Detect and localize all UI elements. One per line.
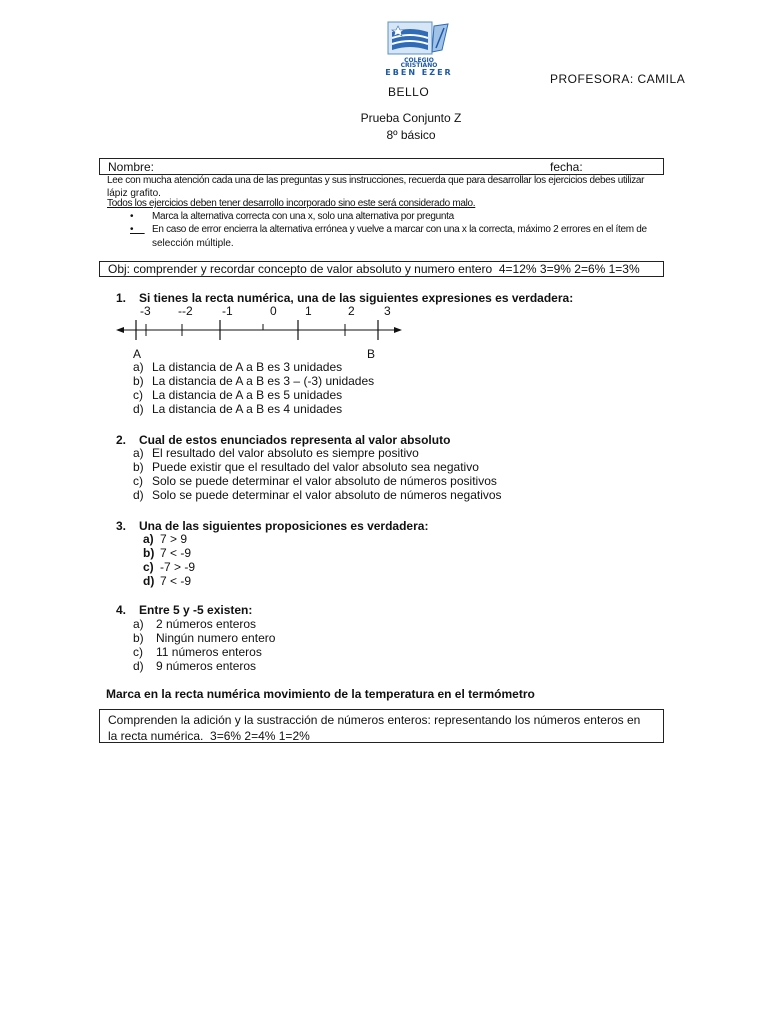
- option-item[interactable]: b) 7 < -9: [143, 546, 192, 560]
- option-item[interactable]: c) -7 > -9: [143, 560, 196, 574]
- objective-box: [99, 261, 664, 277]
- option-item[interactable]: d) La distancia de A a B es 4 unidades: [133, 402, 343, 416]
- question-1-options: [133, 360, 374, 416]
- teacher-name: PROFESORA: CAMILA: [550, 72, 686, 86]
- instructions-line-3: Todos los ejercicios deben tener desarrollo incorporado sino este será considerado malo.: [107, 198, 476, 209]
- question-2-number: 2.: [116, 433, 127, 447]
- objective-2-line-2: la recta numérica. 3=6% 2=4% 1=2%: [108, 729, 310, 743]
- bullet-icon: •: [130, 224, 145, 235]
- section-2-title: Marca en la recta numérica movimiento de la temperatura en el termómetro: [106, 687, 535, 701]
- objective-text: Obj: comprender y recordar concepto de valor absoluto y numero entero 4=12% 3=9% 2=6% 1=3%: [108, 262, 640, 276]
- option-item[interactable]: b) Puede existir que el resultado del valor absoluto sea negativo: [133, 460, 479, 474]
- option-item[interactable]: c) Solo se puede determinar el valor absoluto de números positivos: [133, 474, 497, 488]
- question-4-text: Entre 5 y -5 existen:: [139, 603, 253, 617]
- teacher-name-continued: BELLO: [388, 85, 430, 99]
- logo-line-1: COLEGIO: [404, 57, 434, 64]
- objective-2-line-1: Comprenden la adición y la sustracción de números enteros: representando los números enteros en: [108, 713, 641, 727]
- tick-label: --2: [178, 304, 193, 318]
- instruction-bullet-1: Marca la alternativa correcta con una x, solo una alternativa por pregunta: [152, 211, 454, 222]
- question-2-options: [133, 446, 502, 502]
- question-1-number: 1.: [116, 291, 127, 305]
- school-logo: [378, 18, 460, 76]
- tick-label: -3: [140, 304, 151, 318]
- question-4-number: 4.: [116, 603, 127, 617]
- objective-2-box: [99, 709, 664, 743]
- option-item[interactable]: d) Solo se puede determinar el valor absoluto de números negativos: [133, 488, 502, 502]
- number-line: [110, 304, 410, 364]
- option-item[interactable]: d) 7 < -9: [143, 574, 192, 588]
- instruction-bullet-2-cont: selección múltiple.: [152, 238, 234, 249]
- bullet-icon: •: [130, 211, 134, 222]
- option-item[interactable]: c) La distancia de A a B es 5 unidades: [133, 388, 343, 402]
- name-label: Nombre:: [108, 160, 155, 174]
- option-item[interactable]: a) La distancia de A a B es 3 unidades: [133, 360, 343, 374]
- logo-line-3: EBEN EZER: [385, 68, 453, 77]
- instruction-bullet-2: En caso de error encierra la alternativa errónea y vuelve a marcar con una x la correcta, máximo 2 errores en el ítem de: [152, 224, 647, 235]
- option-item[interactable]: a) 7 > 9: [143, 532, 188, 546]
- option-item[interactable]: a) 2 números enteros: [133, 617, 257, 631]
- question-3-number: 3.: [116, 519, 127, 533]
- option-item[interactable]: b) La distancia de A a B es 3 – (-3) unidades: [133, 374, 375, 388]
- question-3-options: [143, 532, 195, 588]
- name-date-box: [99, 158, 664, 175]
- point-b-label: B: [367, 347, 376, 361]
- instructions-line-2: lápiz grafito.: [107, 188, 161, 199]
- option-item[interactable]: c) 11 números enteros: [133, 645, 262, 659]
- option-item[interactable]: b) Ningún numero entero: [133, 631, 276, 645]
- number-line-axis: [110, 318, 410, 358]
- date-label: fecha:: [550, 160, 583, 174]
- tick-label: 0: [270, 304, 277, 318]
- tick-label: 1: [305, 304, 312, 318]
- logo-line-2: CRISTIANO: [400, 62, 438, 69]
- question-4-options: [133, 617, 275, 673]
- option-item[interactable]: d) 9 números enteros: [133, 659, 257, 673]
- instructions-line-1: Lee con mucha atención cada una de las preguntas y sus instrucciones, recuerda que para desarrollar los ejercicios debes utilizar: [107, 175, 645, 186]
- school-crest-icon: [378, 18, 460, 58]
- point-a-label: A: [133, 347, 142, 361]
- tick-label: 2: [348, 304, 355, 318]
- tick-label: -1: [222, 304, 233, 318]
- question-3-text: Una de las siguientes proposiciones es verdadera:: [139, 519, 429, 533]
- grade-label: 8º básico: [386, 128, 436, 142]
- option-item[interactable]: a) El resultado del valor absoluto es siempre positivo: [133, 446, 419, 460]
- tick-label: 3: [384, 304, 391, 318]
- test-title: Prueba Conjunto Z: [360, 111, 462, 125]
- question-2-text: Cual de estos enunciados representa al valor absoluto: [139, 433, 451, 447]
- question-1-text: Si tienes la recta numérica, una de las siguientes expresiones es verdadera:: [139, 291, 574, 305]
